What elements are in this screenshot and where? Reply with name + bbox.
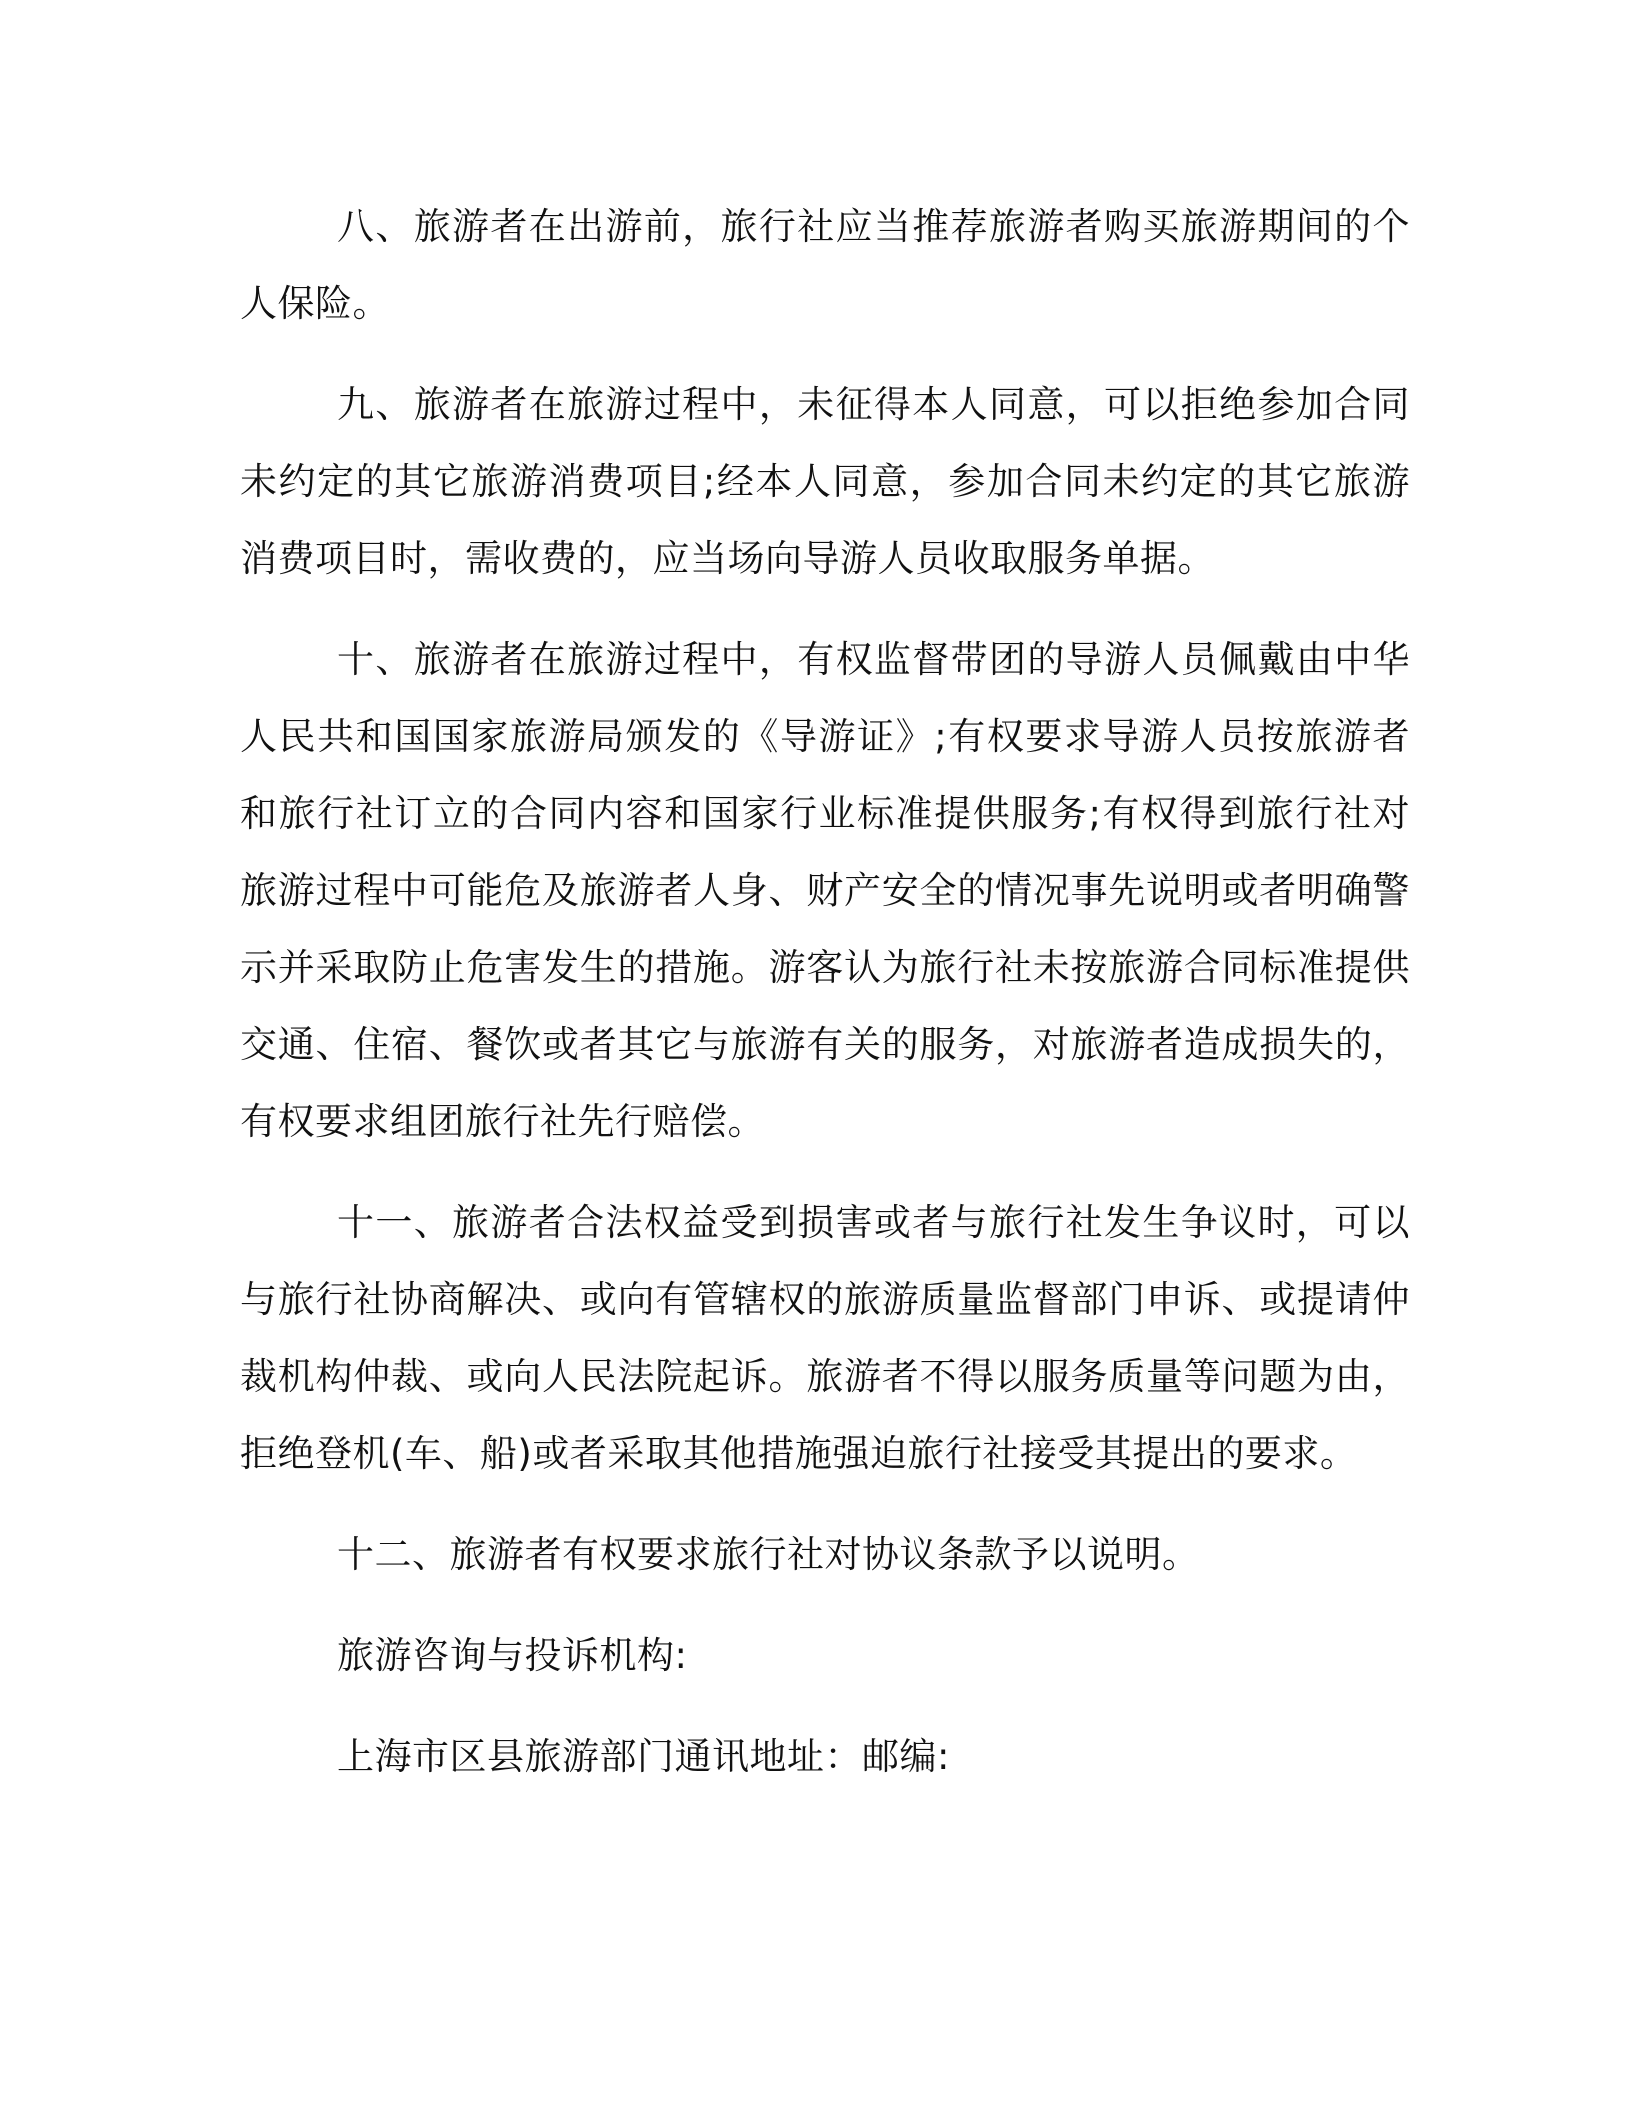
clause-12-paragraph: 十二、旅游者有权要求旅行社对协议条款予以说明。	[337, 1533, 1200, 1576]
clause-11-paragraph: 十一、旅游者合法权益受到损害或者与旅行社发生争议时，可以与旅行社协商解决、或向有管辖权的旅游质量监督部门申诉、或提请仲裁机构仲裁、或向人民法院起诉。旅游者不得以服务质量等问题为由，拒绝登机(车、船)或者采取其他措施强迫旅行社接受其提出的要求。	[240, 1201, 1410, 1475]
address-postcode-line: 上海市区县旅游部门通讯地址：邮编:	[337, 1735, 950, 1778]
complaint-agency-heading: 旅游咨询与投诉机构:	[337, 1634, 688, 1677]
document-body	[240, 188, 1410, 1819]
clause-8-paragraph: 八、旅游者在出游前，旅行社应当推荐旅游者购买旅游期间的个人保险。	[240, 205, 1410, 325]
clause-10-paragraph: 十、旅游者在旅游过程中，有权监督带团的导游人员佩戴由中华人民共和国国家旅游局颁发的《导游证》;有权要求导游人员按旅游者和旅行社订立的合同内容和国家行业标准提供服务;有权得到旅行社对旅游过程中可能危及旅游者人身、财产安全的情况事先说明或者明确警示并采取防止危害发生的措施。游客认为旅行社未按旅游合同标准提供交通、住宿、餐饮或者其它与旅游有关的服务，对旅游者造成损失的，有权要求组团旅行社先行赔偿。	[240, 638, 1410, 1143]
clause-9-paragraph: 九、旅游者在旅游过程中，未征得本人同意，可以拒绝参加合同未约定的其它旅游消费项目;经本人同意，参加合同未约定的其它旅游消费项目时，需收费的，应当场向导游人员收取服务单据。	[240, 383, 1410, 580]
